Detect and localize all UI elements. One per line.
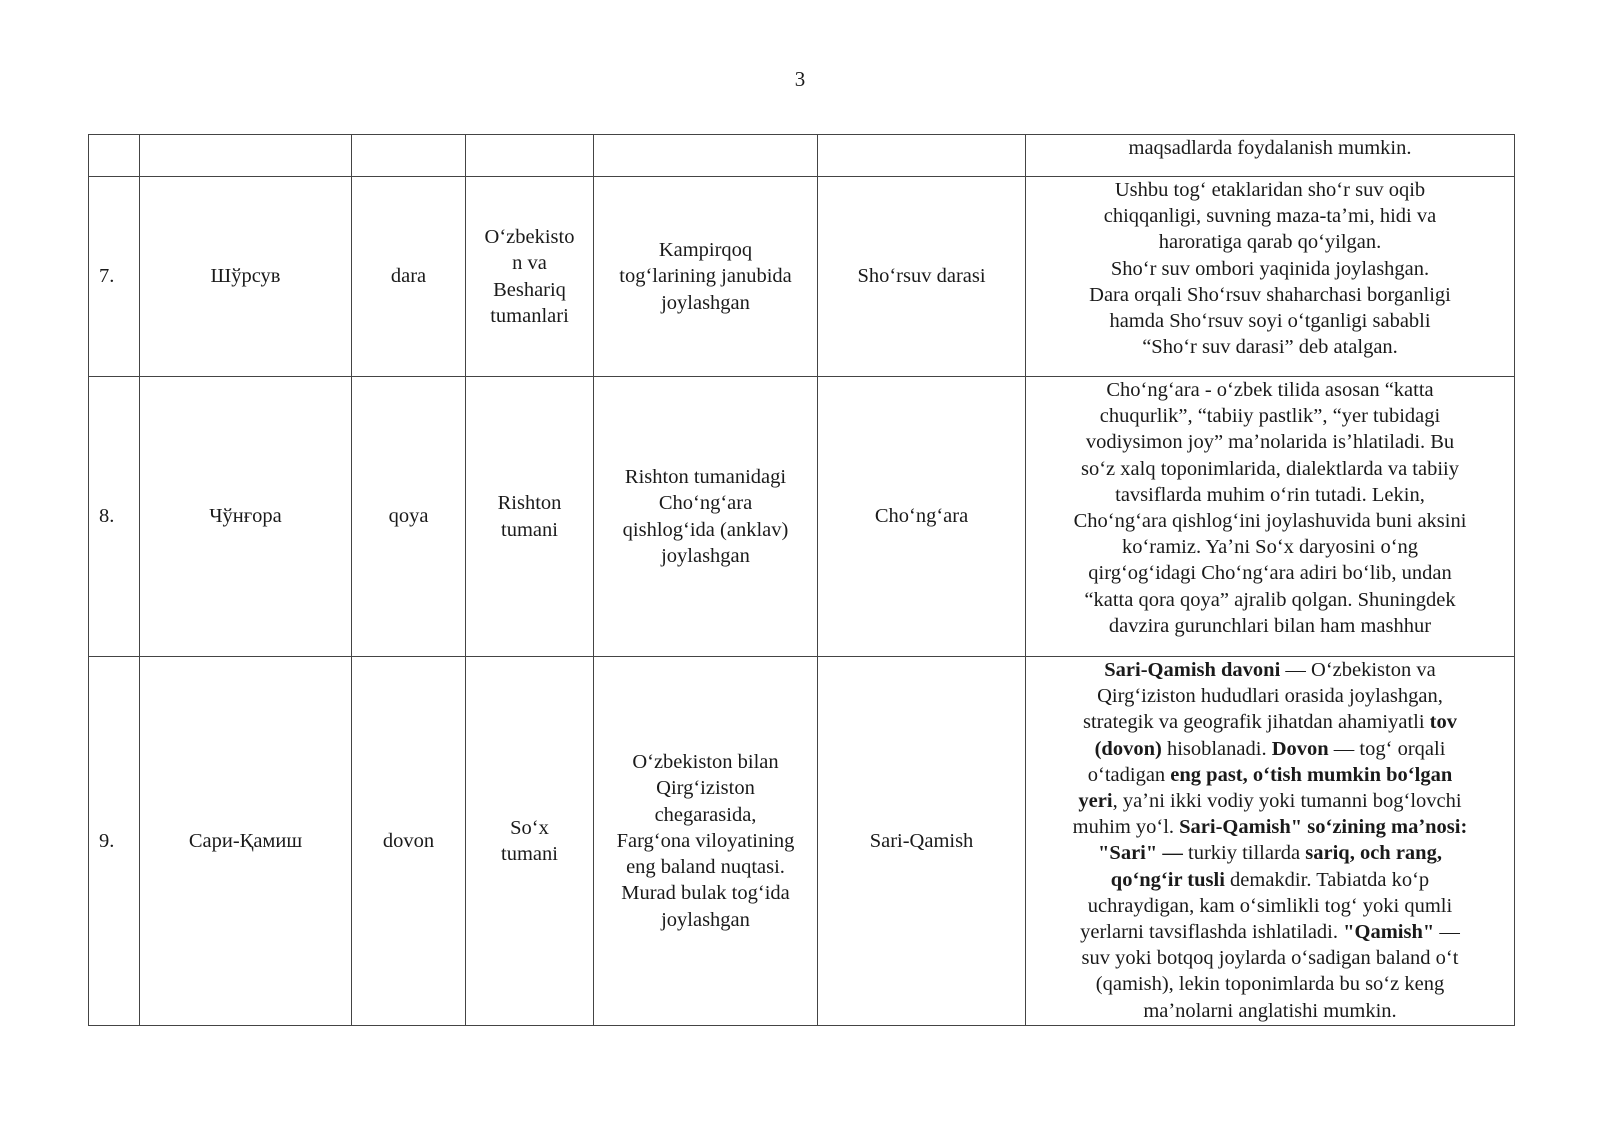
description-line	[1038, 788, 1502, 814]
toponym-cyrillic: Чўнғора	[140, 377, 352, 657]
description-cell	[1026, 177, 1515, 377]
text-segment: (qamish), lekin toponimlarda bu soʻz keng	[1095, 973, 1445, 996]
cell-line: Murad bulak togʻida	[621, 882, 790, 905]
cell-line: Fargʻona viloyatining	[616, 829, 795, 852]
district-cell	[466, 135, 594, 177]
description-line	[1038, 762, 1502, 788]
bold-text: qoʻngʻir tusli	[1110, 868, 1225, 891]
text-segment: haroratiga qarab qoʻyilgan.	[1158, 231, 1382, 254]
text-segment: vodiysimon joy” maʼnolarida isʼhlatiladi. Bu	[1085, 431, 1455, 454]
text-segment: — togʻ orqali	[1328, 737, 1446, 760]
district-cell	[466, 657, 594, 1026]
bold-text: "Sari" —	[1098, 842, 1183, 865]
description-line	[1038, 429, 1502, 455]
page-number: 3	[794, 67, 806, 91]
description-line	[1038, 560, 1502, 586]
description-cell	[1026, 135, 1515, 177]
bold-text: "Qamish"	[1343, 921, 1435, 944]
text-segment: Ushbu togʻ etaklaridan shoʻr suv oqib	[1114, 179, 1426, 201]
location-cell	[594, 377, 818, 657]
description-line	[1038, 377, 1502, 403]
cell-line: Choʻngʻara	[658, 492, 753, 515]
official-name: Choʻngʻara	[818, 377, 1026, 657]
text-segment: demakdir. Tabiatda koʻp	[1224, 868, 1430, 891]
text-segment: hamda Shoʻrsuv soyi oʻtganligi sababli	[1109, 310, 1431, 333]
table-row	[89, 177, 1515, 377]
cell-line: Beshariq	[493, 278, 566, 301]
text-segment: suv yoki botqoq joylarda oʻsadigan baland oʻt	[1081, 947, 1459, 970]
description-line	[1038, 736, 1502, 762]
description-line	[1038, 403, 1502, 429]
official-name: Sari-Qamish	[818, 657, 1026, 1026]
row-number	[89, 135, 140, 177]
description-line	[1038, 867, 1502, 893]
description-line	[1038, 482, 1502, 508]
text-segment: strategik va geografik jihatdan ahamiyatli	[1083, 711, 1430, 734]
text-segment: Dara orqali Shoʻrsuv shaharchasi borganligi	[1089, 283, 1451, 306]
bold-text: tov	[1429, 711, 1457, 734]
table-row	[89, 657, 1515, 1026]
text-segment: chuqurlik”, “tabiiy pastlik”, “yer tubidagi	[1099, 405, 1441, 428]
cell-line: qishlogʻida (anklav)	[622, 518, 789, 541]
bold-text: sariq, och rang,	[1305, 842, 1442, 865]
location-cell	[594, 657, 818, 1026]
description-line	[1038, 334, 1502, 360]
description-line	[1038, 657, 1502, 683]
bold-text: Dovon	[1271, 737, 1329, 760]
description-line	[1038, 456, 1502, 482]
description-line	[1038, 508, 1502, 534]
cell-line: n va	[512, 252, 547, 275]
table-row	[89, 377, 1515, 657]
district-cell	[466, 377, 594, 657]
text-segment: soʻz xalq toponimlarida, dialektlarda va tabiiy	[1081, 457, 1459, 480]
cell-line: joylashgan	[661, 908, 750, 931]
cell-line: Oʻzbekiston bilan	[632, 751, 779, 774]
toponym-cyrillic: Шўрсув	[140, 177, 352, 377]
description-line	[1038, 945, 1502, 971]
text-segment: — Oʻzbekiston va	[1280, 659, 1436, 681]
text-segment: koʻramiz. Yaʼni Soʻx daryosini oʻng	[1121, 536, 1419, 559]
description-line	[1038, 177, 1502, 203]
description-line	[1038, 203, 1502, 229]
cell-line: Rishton tumanidagi	[624, 466, 787, 489]
text-segment: Shoʻr suv ombori yaqinida joylashgan.	[1110, 257, 1430, 280]
text-segment: oʻtadigan	[1087, 763, 1171, 786]
description-line	[1038, 998, 1502, 1024]
description-line	[1038, 587, 1502, 613]
description-line	[1038, 256, 1502, 282]
description-line	[1038, 308, 1502, 334]
description-line	[1038, 229, 1502, 255]
bold-text: eng past, oʻtish mumkin boʻlgan	[1170, 763, 1453, 786]
cell-line: joylashgan	[661, 291, 750, 314]
cell-line: eng baland nuqtasi.	[626, 856, 785, 879]
text-segment: muhim yoʻl.	[1072, 816, 1180, 839]
row-number: 7.	[89, 177, 140, 377]
text-segment: turkiy tillarda	[1182, 842, 1306, 865]
bold-text: Sari-Qamish davoni	[1104, 659, 1281, 681]
cell-line: Oʻzbekisto	[484, 226, 575, 249]
terrain-type: qoya	[352, 377, 466, 657]
description-line	[1038, 814, 1502, 840]
text-segment: qirgʻogʻidagi Choʻngʻara adiri boʻlib, undan	[1088, 562, 1452, 585]
description-line	[1038, 919, 1502, 945]
terrain-type: dovon	[352, 657, 466, 1026]
cell-line: joylashgan	[661, 544, 750, 567]
text-segment: tavsiflarda muhim oʻrin tutadi. Lekin,	[1115, 483, 1425, 506]
toponym-cyrillic	[140, 135, 352, 177]
cell-line: Kampirqoq	[658, 239, 753, 262]
text-segment: davzira gurunchlari bilan ham mashhur	[1108, 614, 1432, 637]
row-number: 9.	[89, 657, 140, 1026]
cell-line: Qirgʻiziston	[656, 777, 755, 800]
description-line	[1038, 135, 1502, 161]
text-segment: maqsadlarda foydalanish mumkin.	[1128, 137, 1412, 159]
cell-line: Rishton	[497, 492, 562, 515]
terrain-type	[352, 135, 466, 177]
text-segment: Qirgʻiziston hududlari orasida joylashgan,	[1097, 685, 1443, 708]
toponym-table	[88, 134, 1515, 1026]
cell-line: tumanlari	[490, 304, 569, 327]
row-number: 8.	[89, 377, 140, 657]
text-segment: Choʻngʻara qishlogʻini joylashuvida buni aksini	[1073, 510, 1467, 533]
bold-text: Sari-Qamish" soʻzining maʼnosi:	[1179, 816, 1468, 839]
description-line	[1038, 534, 1502, 560]
text-segment: hisoblanadi.	[1161, 737, 1272, 760]
official-name: Shoʻrsuv darasi	[818, 177, 1026, 377]
text-segment: uchraydigan, kam oʻsimlikli togʻ yoki qumli	[1087, 894, 1453, 917]
district-cell	[466, 177, 594, 377]
description-line	[1038, 683, 1502, 709]
text-segment: maʼnolarni anglatishi mumkin.	[1143, 999, 1397, 1022]
location-cell	[594, 177, 818, 377]
location-cell	[594, 135, 818, 177]
cell-line: tumani	[501, 518, 558, 541]
bold-text: yeri	[1078, 790, 1113, 813]
text-segment: Choʻngʻara - oʻzbek tilida asosan “katta	[1106, 379, 1434, 401]
cell-line: tumani	[501, 843, 558, 865]
description-line	[1038, 282, 1502, 308]
description-line	[1038, 840, 1502, 866]
cell-line: chegarasida,	[654, 803, 757, 826]
text-segment: chiqqanligi, suvning maza-taʼmi, hidi va	[1103, 205, 1437, 228]
bold-text: (dovon)	[1094, 737, 1162, 760]
toponym-cyrillic: Сари-Қамиш	[140, 657, 352, 1026]
text-segment: yerlarni tavsiflashda ishlatiladi.	[1080, 921, 1344, 944]
official-name	[818, 135, 1026, 177]
cell-line: Soʻx	[510, 816, 549, 839]
description-line	[1038, 709, 1502, 735]
description-line	[1038, 613, 1502, 639]
description-cell	[1026, 377, 1515, 657]
cell-line: togʻlarining janubida	[619, 265, 792, 288]
terrain-type: dara	[352, 177, 466, 377]
text-segment: —	[1434, 921, 1460, 944]
text-segment: “Shoʻr suv darasi” deb atalgan.	[1142, 336, 1398, 359]
description-line	[1038, 893, 1502, 919]
table-row	[89, 135, 1515, 177]
description-line	[1038, 971, 1502, 997]
text-segment: “katta qora qoya” ajralib qolgan. Shuningdek	[1084, 588, 1456, 611]
description-cell	[1026, 657, 1515, 1026]
text-segment: , yaʼni ikki vodiy yoki tumanni bogʻlovchi	[1112, 790, 1462, 813]
